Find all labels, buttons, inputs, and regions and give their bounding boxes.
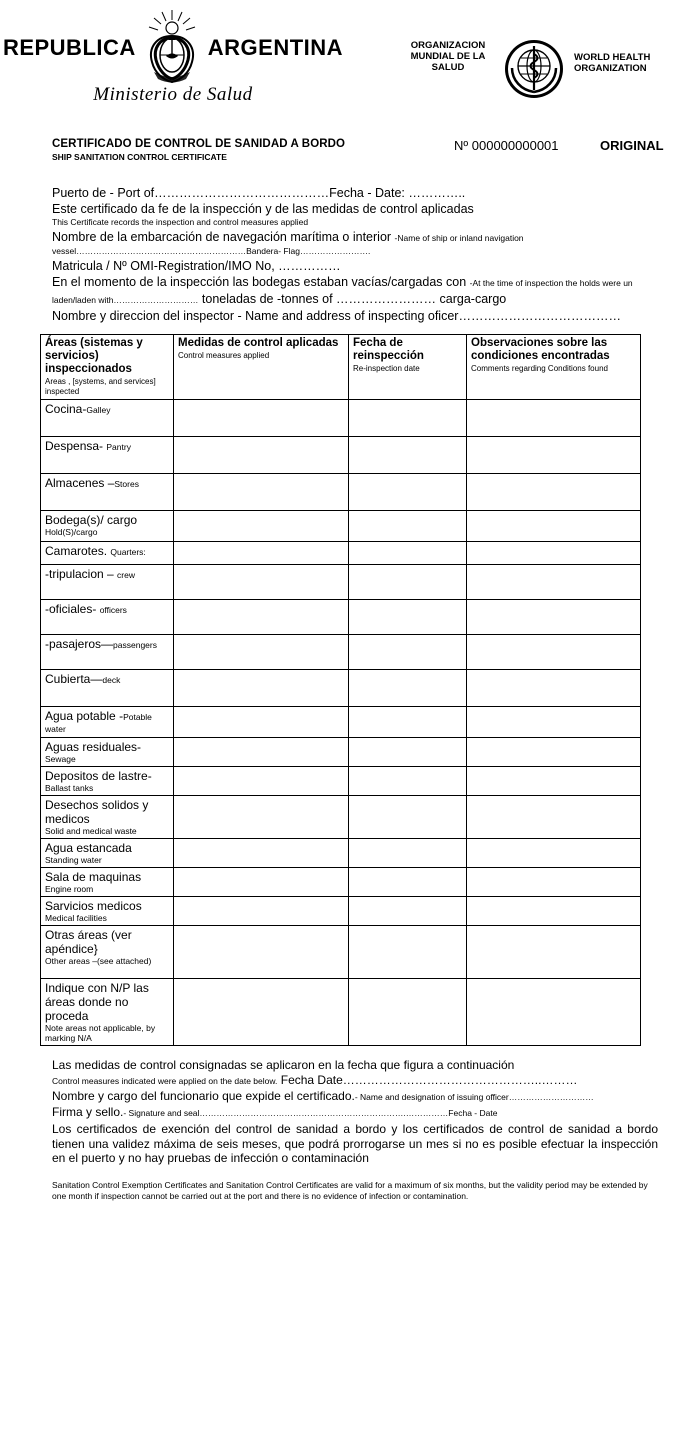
footer-line-measures-applied-en: Control measures indicated were applied on the date below.	[52, 1076, 278, 1086]
row-label-en-2: water	[45, 724, 66, 734]
cell-comments[interactable]	[467, 839, 641, 868]
table-row	[41, 767, 641, 796]
row-label-en: officers	[99, 605, 127, 615]
table-row	[41, 979, 641, 1046]
who-english-label	[574, 52, 674, 74]
row-label-en: deck	[102, 675, 121, 685]
row-label-es: Sala de maquinas	[45, 870, 142, 884]
table-row	[41, 635, 641, 670]
cell-control-measures[interactable]	[174, 474, 349, 511]
footer-signature-en: - Signature and seal……………………………………………………………….……………	[123, 1108, 449, 1118]
cell-reinspection-date[interactable]	[349, 839, 467, 868]
row-label-potable-water	[41, 707, 174, 738]
row-label-en: Standing water	[45, 855, 102, 865]
cell-reinspection-date[interactable]	[349, 926, 467, 979]
column-header-reinspection-date	[349, 335, 467, 400]
cell-control-measures[interactable]	[174, 868, 349, 897]
column-header-areas-es: Áreas (sistemas y servicios) inspeccionados	[45, 337, 143, 375]
footer-signature-es: Firma y sello.	[52, 1105, 124, 1119]
cell-comments[interactable]	[467, 767, 641, 796]
cell-reinspection-date[interactable]	[349, 565, 467, 600]
document-footer	[52, 1058, 658, 1202]
cell-comments[interactable]	[467, 565, 641, 600]
row-label-quarters	[41, 542, 174, 565]
title-row	[0, 138, 683, 172]
row-label-sewage	[41, 738, 174, 767]
column-header-control-measures	[174, 335, 349, 400]
field-tonnage-line[interactable]	[52, 292, 652, 308]
cell-reinspection-date[interactable]	[349, 542, 467, 565]
cell-control-measures[interactable]	[174, 839, 349, 868]
inspection-table	[40, 334, 641, 1046]
cell-reinspection-date[interactable]	[349, 600, 467, 635]
row-label-other-areas	[41, 926, 174, 979]
cell-reinspection-date[interactable]	[349, 767, 467, 796]
column-header-comments-es: Observaciones sobre las condiciones encontradas	[471, 337, 610, 362]
footer-issuing-officer-en: - Name and designation of issuing officer…………………………	[354, 1092, 594, 1102]
cell-comments[interactable]	[467, 868, 641, 897]
row-label-deck	[41, 670, 174, 707]
row-label-es: Camarotes.	[45, 544, 111, 558]
footer-line-measures-applied-date[interactable]	[52, 1073, 652, 1089]
footer-field-date: Fecha Date…………………………………………..………	[280, 1073, 578, 1087]
row-label-en: Sewage	[45, 754, 76, 764]
row-label-es: Desechos solidos y medicos	[45, 798, 149, 826]
table-row	[41, 474, 641, 511]
field-inspector-name-address[interactable]: Nombre y direccion del inspector - Name and address of inspecting oficer…………………………………	[52, 309, 621, 323]
cell-reinspection-date[interactable]	[349, 868, 467, 897]
cell-reinspection-date[interactable]	[349, 437, 467, 474]
footer-line-issuing-officer[interactable]	[52, 1089, 652, 1105]
cell-control-measures[interactable]	[174, 437, 349, 474]
column-header-control-measures-es: Medidas de control aplicadas	[178, 337, 339, 349]
cell-comments[interactable]	[467, 707, 641, 738]
row-label-passengers	[41, 635, 174, 670]
cell-comments[interactable]	[467, 542, 641, 565]
row-label-es: -oficiales-	[45, 602, 100, 616]
who-english-line1: WORLD HEALTH	[574, 52, 651, 63]
row-label-en: Solid and medical waste	[45, 826, 137, 836]
table-header-row	[41, 335, 641, 400]
row-label-es: Bodega(s)/ cargo	[45, 513, 138, 527]
document-header	[0, 0, 683, 130]
row-label-solid-medical-waste	[41, 796, 174, 839]
certificate-title-spanish: CERTIFICADO DE CONTROL DE SANIDAD A BORDO	[52, 138, 346, 150]
cell-control-measures[interactable]	[174, 796, 349, 839]
column-header-reinspection-date-en: Re-inspection date	[353, 364, 420, 373]
row-label-es: Cubierta—	[45, 672, 103, 686]
row-label-en: Other areas –(see attached)	[45, 956, 152, 966]
row-label-en: Stores	[114, 479, 139, 489]
form-fields	[52, 186, 652, 324]
field-registration-imo[interactable]: Matricula / Nº OMI-Registration/IMO No, ……………	[52, 259, 341, 273]
row-label-es: Cocina-	[45, 402, 87, 416]
cell-comments[interactable]	[467, 796, 641, 839]
row-label-galley	[41, 400, 174, 437]
row-label-en: Galley	[86, 405, 111, 415]
cell-control-measures[interactable]	[174, 926, 349, 979]
cell-reinspection-date[interactable]	[349, 738, 467, 767]
row-label-not-applicable-note	[41, 979, 174, 1046]
table-body	[41, 400, 641, 1046]
who-spanish-label: ORGANIZACION MUNDIAL DE LA SALUD	[410, 40, 486, 73]
cell-control-measures[interactable]	[174, 565, 349, 600]
footer-signature-date: Fecha - Date	[448, 1108, 498, 1118]
row-label-en: Potable	[123, 712, 152, 722]
table-row	[41, 565, 641, 600]
cell-control-measures[interactable]	[174, 600, 349, 635]
who-english-line2: ORGANIZATION	[574, 63, 647, 74]
row-label-en: Pantry	[106, 442, 131, 452]
table-row	[41, 897, 641, 926]
row-label-en: passengers	[113, 640, 157, 650]
certificate-copy-type: ORIGINAL	[600, 138, 664, 153]
country-name-left: REPUBLICA	[2, 35, 136, 60]
cell-comments[interactable]	[467, 437, 641, 474]
row-label-ballast-tanks	[41, 767, 174, 796]
table-row	[41, 839, 641, 868]
cell-comments[interactable]	[467, 897, 641, 926]
table-row	[41, 868, 641, 897]
row-label-es: Indique con N/P las áreas donde no proceda	[45, 981, 149, 1023]
table-row	[41, 670, 641, 707]
row-label-es: Despensa-	[45, 439, 107, 453]
table-row	[41, 400, 641, 437]
cell-control-measures[interactable]	[174, 635, 349, 670]
row-label-es: Sarvicios medicos	[45, 899, 142, 913]
who-emblem-icon	[503, 38, 565, 100]
field-ship-name-en: -Name of ship or inland navigation	[394, 233, 524, 243]
field-holds-es: En el momento de la inspección las bodegas estaban vacías/cargadas con	[52, 275, 467, 289]
field-vessel-flag[interactable]: vessel……………………………………………………Bandera- Flag…………………….	[52, 246, 371, 256]
table-row	[41, 707, 641, 738]
footer-validity-paragraph-es: Los certificados de exención del control de sanidad a bordo y los certificados de control de sanidad a bordo tienen una validez máxima de seis meses, que podrá prorrogarse un mes si no es posible efectuar la inspección en el puerto y no hay pruebas de infección o contaminación	[52, 1122, 658, 1165]
table-row	[41, 437, 641, 474]
footer-line-signature-seal[interactable]	[52, 1105, 652, 1121]
field-holds-en: -At the time of inspection the holds were un	[469, 278, 633, 288]
field-ship-name-es: Nombre de la embarcación de navegación marítima o interior	[52, 230, 392, 244]
table-row	[41, 511, 641, 542]
cell-comments[interactable]	[467, 400, 641, 437]
cell-control-measures[interactable]	[174, 979, 349, 1046]
row-label-en: Engine room	[45, 884, 94, 894]
cell-control-measures[interactable]	[174, 897, 349, 926]
cell-comments[interactable]	[467, 600, 641, 635]
cell-control-measures[interactable]	[174, 542, 349, 565]
column-header-areas	[41, 335, 174, 400]
cell-reinspection-date[interactable]	[349, 707, 467, 738]
cell-control-measures[interactable]	[174, 670, 349, 707]
cell-comments[interactable]	[467, 474, 641, 511]
field-port-and-date[interactable]: Puerto de - Port of……………………………………Fecha - Date: …………..	[52, 186, 466, 200]
cell-control-measures[interactable]	[174, 707, 349, 738]
table-row	[41, 738, 641, 767]
footer-issuing-officer-es: Nombre y cargo del funcionario que expide el certificado.	[52, 1089, 355, 1103]
column-header-reinspection-date-es: Fecha de reinspección	[353, 337, 424, 362]
certificate-number: Nº 000000000001	[454, 138, 559, 153]
footer-line-measures-applied-es: Las medidas de control consignadas se aplicaron en la fecha que figura a continuación	[52, 1058, 515, 1072]
row-label-holds-cargo	[41, 511, 174, 542]
field-tonnage-en: laden/laden with…………………………	[52, 295, 199, 305]
who-logo-block	[398, 38, 673, 106]
cell-reinspection-date[interactable]	[349, 670, 467, 707]
table-row	[41, 796, 641, 839]
argentina-emblem-block	[2, 10, 344, 106]
field-statement-es: Este certificado da fe de la inspección y de las medidas de control aplicadas	[52, 202, 474, 216]
footer-validity-paragraph-en: Sanitation Control Exemption Certificates and Sanitation Control Certificates are valid for a maximum of six months, but the validity period may be extended by one month if inspection cannot be carried out at the port and there is no evidence of infection or contamination.	[52, 1179, 648, 1201]
row-label-es: Aguas residuales-	[45, 740, 142, 754]
column-header-comments-en: Comments regarding Conditions found	[471, 364, 608, 373]
cell-comments[interactable]	[467, 926, 641, 979]
row-label-engine-room	[41, 868, 174, 897]
ministry-name: Ministerio de Salud	[93, 84, 253, 105]
field-holds-line	[52, 275, 652, 291]
cell-control-measures[interactable]	[174, 400, 349, 437]
row-label-es: Depositos de lastre-	[45, 769, 152, 783]
cell-comments[interactable]	[467, 979, 641, 1046]
table-row	[41, 600, 641, 635]
cell-reinspection-date[interactable]	[349, 897, 467, 926]
row-label-en: Ballast tanks	[45, 783, 94, 793]
cell-reinspection-date[interactable]	[349, 979, 467, 1046]
column-header-areas-en: Areas , [systems, and services] inspected	[45, 377, 156, 396]
cell-reinspection-date[interactable]	[349, 635, 467, 670]
row-label-pantry	[41, 437, 174, 474]
country-name-right: ARGENTINA	[207, 35, 344, 60]
cell-reinspection-date[interactable]	[349, 511, 467, 542]
row-label-es: Agua estancada	[45, 841, 132, 855]
row-label-en: crew	[117, 570, 135, 580]
cell-control-measures[interactable]	[174, 511, 349, 542]
cell-control-measures[interactable]	[174, 767, 349, 796]
row-label-en: Note areas not applicable, by marking N/A	[45, 1023, 156, 1043]
table-row	[41, 542, 641, 565]
row-label-es: Otras áreas (ver apéndice}	[45, 928, 132, 956]
cell-comments[interactable]	[467, 670, 641, 707]
certificate-title-english: SHIP SANITATION CONTROL CERTIFICATE	[52, 152, 227, 162]
cell-reinspection-date[interactable]	[349, 400, 467, 437]
field-tonnage-cargo: carga-cargo	[439, 292, 507, 306]
field-tonnage-es: toneladas de -tonnes of ……………………	[201, 292, 437, 306]
cell-reinspection-date[interactable]	[349, 474, 467, 511]
row-label-officers	[41, 600, 174, 635]
cell-comments[interactable]	[467, 511, 641, 542]
row-label-medical-facilities	[41, 897, 174, 926]
argentina-coat-of-arms-icon	[142, 10, 202, 86]
row-label-es: Almacenes –	[45, 476, 115, 490]
cell-reinspection-date[interactable]	[349, 796, 467, 839]
row-label-es: -tripulacion –	[45, 567, 118, 581]
row-label-en: Hold(S)/cargo	[45, 527, 98, 537]
field-ship-name-line	[52, 230, 652, 246]
row-label-en: Medical facilities	[45, 913, 107, 923]
field-statement-en: This Certificate records the inspection and control measures applied	[52, 217, 309, 227]
cell-comments[interactable]	[467, 635, 641, 670]
row-label-crew	[41, 565, 174, 600]
cell-comments[interactable]	[467, 738, 641, 767]
table-row	[41, 926, 641, 979]
row-label-standing-water	[41, 839, 174, 868]
column-header-control-measures-en: Control measures applied	[178, 351, 270, 360]
row-label-es: -pasajeros—	[45, 637, 114, 651]
row-label-stores	[41, 474, 174, 511]
row-label-es: Agua potable -	[45, 709, 124, 723]
column-header-comments	[467, 335, 641, 400]
cell-control-measures[interactable]	[174, 738, 349, 767]
row-label-en: Quarters:	[110, 547, 146, 557]
